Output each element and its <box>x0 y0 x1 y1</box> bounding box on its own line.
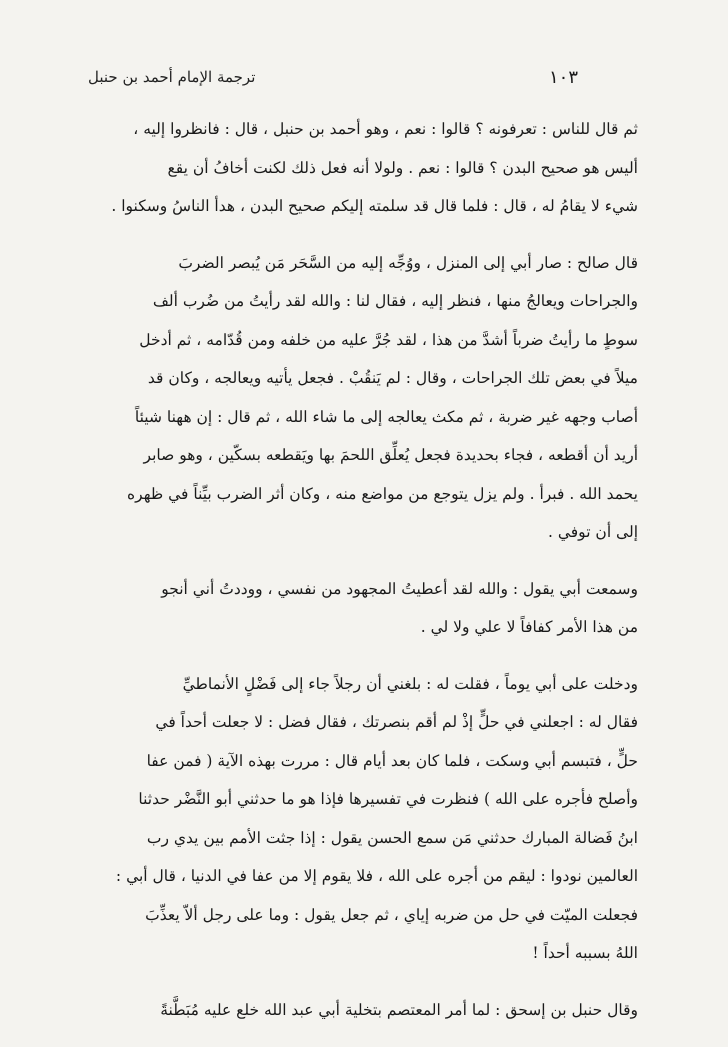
text-line: حلٍّ ، فتبسم أبي وسكت ، فلما كان بعد أيام قال : مررت بهذه الآية ( فمن عفا <box>146 751 638 770</box>
text-line: أصاب وجهه غير ضربة ، ثم مكث يعالجه إلى ما شاء الله ، ثم قال : إن ههنا شيئاً <box>134 407 638 426</box>
text-line: ابنُ فَضالة المبارك حدثني مَن سمع الحسن يقول : إذا جثت الأمم بين يدي رب <box>146 828 638 847</box>
text-line: وسمعت أبي يقول : والله لقد أعطيتُ المجهود من نفسي ، ووددتُ أني أنجو <box>161 579 638 598</box>
text-line: والجراحات ويعالجُ منها ، فنظر إليه ، فقال لنا : والله لقد رأيتُ من ضُرب ألف <box>152 292 638 310</box>
paragraph-2 <box>86 244 638 552</box>
text-line: ودخلت على أبي يوماً ، فقلت له : بلغني أن رجلاً جاء إلى فَضْلٍ الأنماطيِّ <box>182 674 638 693</box>
text-line: ثم قال للناس : تعرفونه ؟ قالوا : نعم ، وهو أحمد بن حنبل ، قال : فانظروا إليه ، <box>133 120 638 138</box>
text-line: إلى أن توفي . <box>548 523 638 541</box>
text-line: ميلاً في بعض تلك الجراحات ، وقال : لم يَنقُبْ . فجعل يأتيه ويعالجه ، وكان قد <box>147 369 638 387</box>
text-line: سوطٍ ما رأيتُ ضرباً أشدَّ من هذا ، لقد جُرَّ عليه من خلفه ومن قُدّامه ، ثم أدخل <box>139 330 638 349</box>
text-line: يحمد الله . فبرأ . ولم يزل يتوجع من مواضع منه ، وكان أثر الضرب بيِّناً في ظهره <box>127 484 638 503</box>
paragraph-4 <box>86 665 638 973</box>
text-line: فجعلت الميّت في حل من ضربه إياي ، ثم جعل يقول : وما على رجل ألاّ يعذِّبَ <box>145 905 638 924</box>
text-line: من هذا الأمر كفافاً لا علي ولا لي . <box>420 618 638 636</box>
running-title: ترجمة الإمام أحمد بن حنبل <box>88 68 256 86</box>
text-line: وأصلح فأجره على الله ) فنظرت في تفسيرها فإذا هو ما حدثني أبو النَّضْر حدثنا <box>138 790 638 808</box>
text-line: قال صالح : صار أبي إلى المنزل ، ووُجِّه إليه من السَّحَر مَن يُبصر الضربَ <box>178 253 638 272</box>
paragraph-3 <box>86 570 638 647</box>
running-header <box>88 62 578 92</box>
text-line: أريد أن أقطعه ، فجاء بحديدة فجعل يُعلِّق اللحمَ بها ويَقطعه بسكّين ، وهو صابر <box>143 446 638 464</box>
text-line: أليس هو صحيح البدن ؟ قالوا : نعم . ولولا أنه فعل ذلك لكنت أخافُ أن يقع <box>167 158 638 177</box>
text-line: وقال حنبل بن إسحق : لما أمر المعتصم بتخلية أبي عبد الله خلع عليه مُبَطَّنةً <box>160 1000 638 1019</box>
page-body <box>86 110 638 1047</box>
page-number: ١٠٣ <box>548 66 578 88</box>
text-line: فقال له : اجعلني في حلٍّ إذْ لم أقم بنصرتك ، فقال فضل : لا جعلت أحداً في <box>155 713 638 731</box>
paragraph-5 <box>86 991 638 1030</box>
text-line: اللهُ بسببه أحداً ! <box>532 944 638 962</box>
text-line: شيء لا يقامُ له ، قال : فلما قال قد سلمته إليكم صحيح البدن ، هدأ الناسُ وسكنوا . <box>111 197 638 215</box>
text-line: العالمين نودوا : ليقم من أجره على الله ، فلا يقوم إلا من عفا في الدنيا ، قال أبي : <box>115 867 638 885</box>
paragraph-1 <box>86 110 638 226</box>
